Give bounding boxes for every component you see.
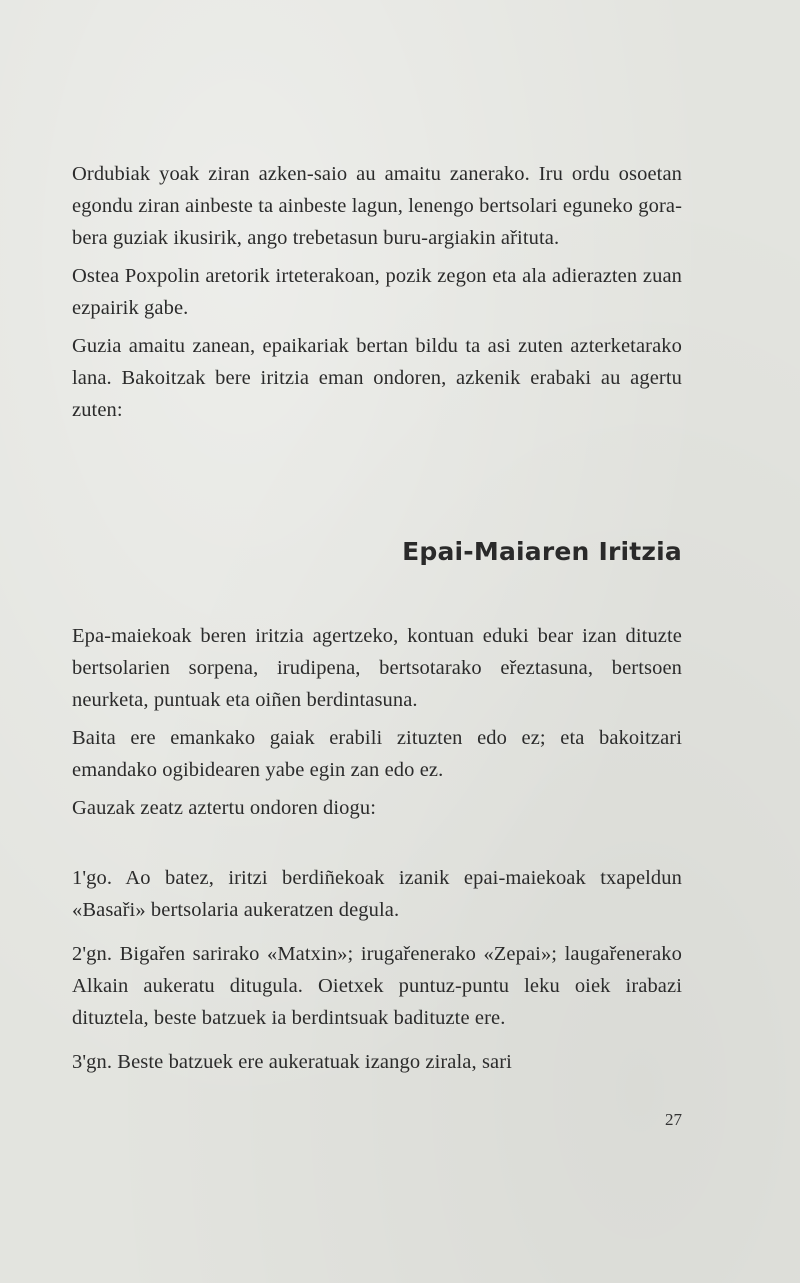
paragraph: Ordubiak yoak ziran azken-saio au amaitu zanerako. Iru ordu osoetan egondu ziran ainbeste ta ainbeste lagun, lenengo bertsolari eguneko gora-bera guziak ikusirik, ango trebetasun buru-argiakin ařituta. — [72, 163, 682, 249]
verdict-text — [72, 620, 682, 824]
paragraph: Ostea Poxpolin aretorik irteterakoan, pozik zegon eta ala adierazten zuan ezpairik gabe. — [72, 265, 682, 319]
page-number: 27 — [665, 1110, 682, 1129]
paragraph: Guzia amaitu zanean, epaikariak bertan bildu ta asi zuten azterketarako lana. Bakoitzak bere iritzia eman ondoren, azkenik erabaki au agertu zuten: — [72, 335, 682, 421]
opening-text — [72, 158, 682, 426]
verdict-list — [72, 862, 682, 1078]
paragraph: Gauzak zeatz aztertu ondoren diogu: — [72, 797, 377, 819]
paragraph: Baita ere emankako gaiak erabili zituzten edo ez; eta bakoitzari emandako ogibidearen yabe egin zan edo ez. — [72, 727, 682, 781]
paragraph: Epa-maiekoak beren iritzia agertzeko, kontuan eduki bear izan dituzte bertsolarien sorpena, irudipena, bertsotarako eřeztasuna, bertsoen neurketa, puntuak eta oiñen berdintasuna. — [72, 625, 682, 711]
list-item: 1'go. Ao batez, iritzi berdiñekoak izanik epai-maiekoak txapeldun «Basaři» bertsolaria aukeratzen degula. — [72, 867, 682, 921]
section-heading: Epai-Maiaren Iritzia — [402, 537, 682, 566]
list-item: 3'gn. Beste batzuek ere aukeratuak izango zirala, sari — [72, 1051, 512, 1073]
list-item: 2'gn. Bigařen sarirako «Matxin»; irugařenerako «Zepai»; laugařenerako Alkain aukeratu ditugula. Oietxek puntuz-puntu leku oiek irabazi dituztela, beste batzuek ia berdintsuak badituzte ere. — [72, 943, 682, 1029]
